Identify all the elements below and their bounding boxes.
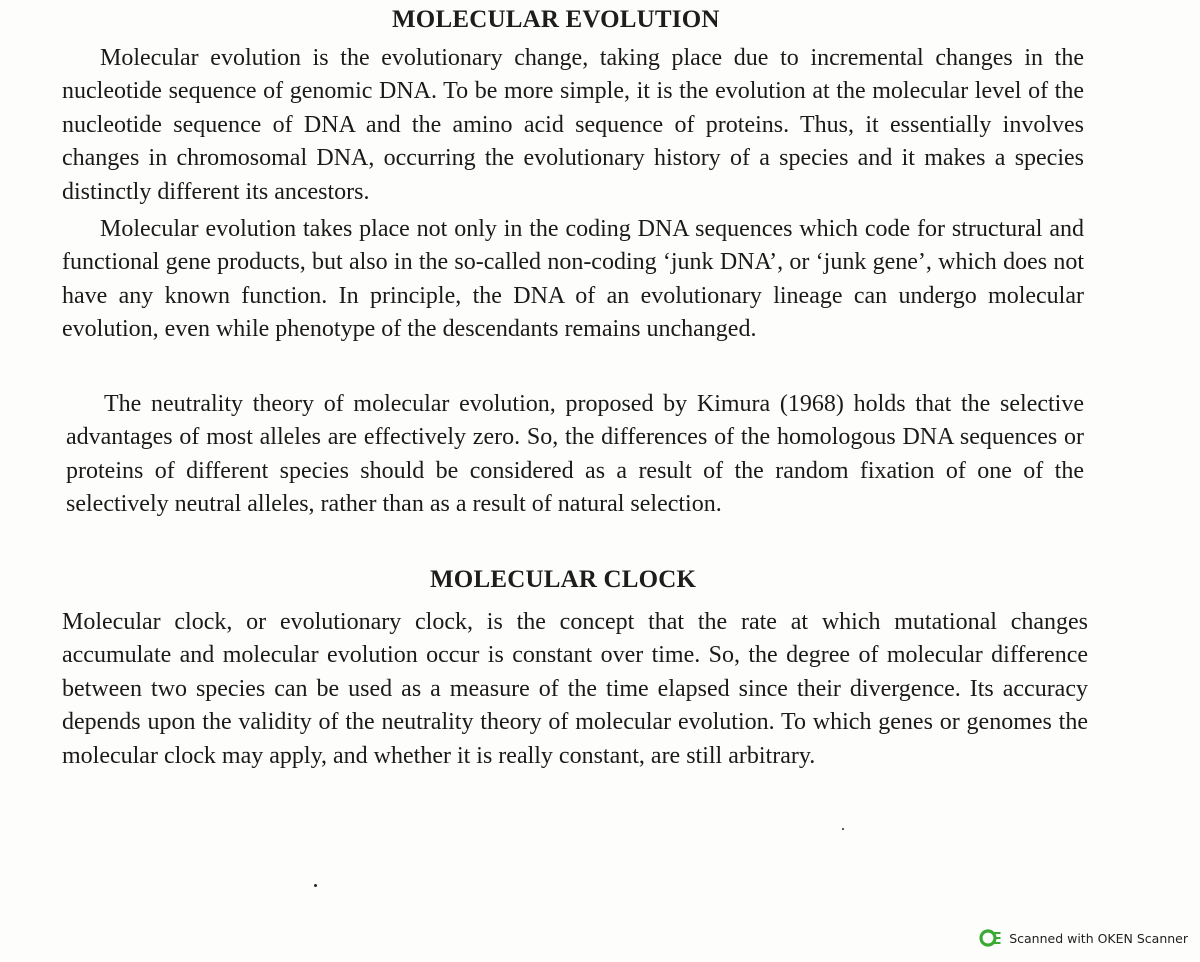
paragraph-molecular-clock: Molecular clock, or evolutionary clock, is the concept that the rate at which mutational changes accumulate and molecular evolution occur is constant over time. So, the degree of molecular difference between two species can be used as a measure of the time elapsed since their divergence. Its accuracy depends upon the validity of the neutrality theory of molecular evolution. To which genes or genomes the molecular clock may apply, and whether it is really constant, are still arbitrary. — [62, 609, 1088, 769]
paragraph-definition: Molecular evolution is the evolutionary change, taking place due to incremental changes in the nucleotide sequence of genomic DNA. To be more simple, it is the evolution at the molecular level of the nucleotide sequence of DNA and the amino acid sequence of proteins. Thus, it essentially involves changes in chromosomal DNA, occurring the evolutionary history of a species and it makes a species distinctly different its ancestors. — [62, 45, 1084, 205]
paragraph-neutrality-theory: The neutrality theory of molecular evolution, proposed by Kimura (1968) holds that the selective advantages of most alleles are effectively zero. So, the differences of the homologous DNA sequences or proteins of different species should be considered as a result of the random fixation of one of the selectively neutral alleles, rather than as a result of natural selection. — [66, 391, 1084, 518]
heading-molecular-clock: MOLECULAR CLOCK — [430, 566, 697, 593]
scan-speck — [842, 828, 844, 830]
paragraph-junk-dna: Molecular evolution takes place not only in the coding DNA sequences which code for structural and functional gene products, but also in the so-called non-coding ‘junk DNA’, or ‘junk gene’, which does not have any known function. In principle, the DNA of an evolutionary lineage can undergo molecular evolution, even while phenotype of the descendants remains unchanged. — [62, 216, 1084, 343]
scan-speck — [314, 884, 317, 887]
scanner-watermark — [979, 928, 1188, 948]
oken-scanner-logo-icon — [979, 929, 1003, 947]
scanner-watermark-text: Scanned with OKEN Scanner — [1009, 930, 1188, 946]
heading-molecular-evolution: MOLECULAR EVOLUTION — [392, 6, 720, 33]
